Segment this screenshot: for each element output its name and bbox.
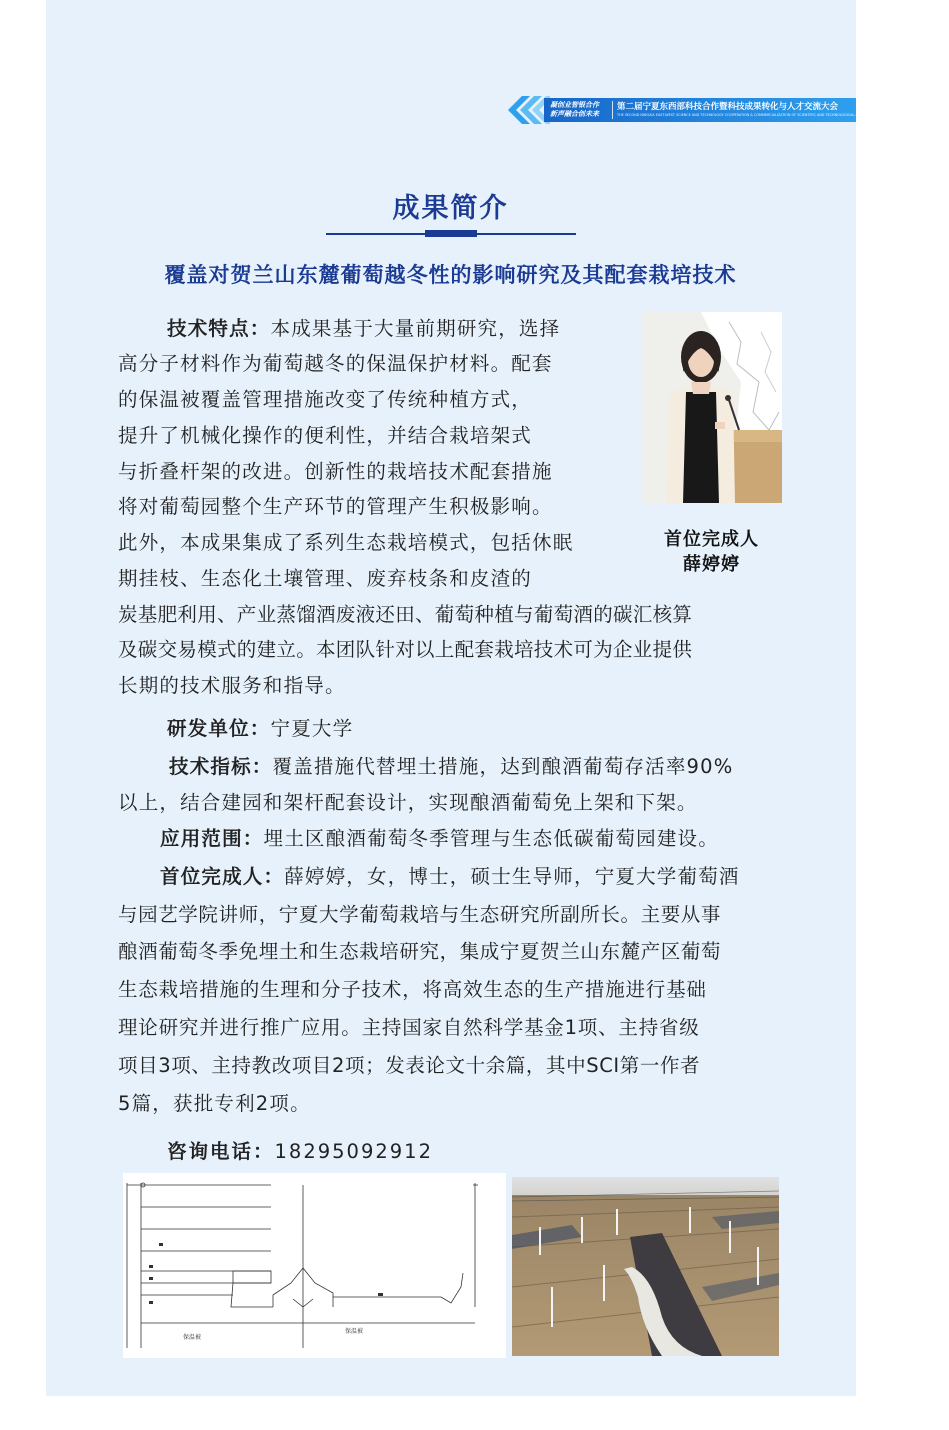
chevron-left-icon	[500, 96, 550, 124]
tech-indicators-text: 覆盖措施代替埋土措施，达到酿酒葡萄存活率90%	[272, 755, 734, 778]
rd-unit-label: 研发单位：	[167, 717, 271, 740]
tech-features-line: 与折叠杆架的改进。创新性的栽培技术配套措施	[118, 460, 553, 483]
banner-slogan: 凝创业智银合作 新声融合创未来	[550, 100, 599, 118]
rd-unit-value: 宁夏大学	[270, 717, 354, 740]
tech-indicators-label: 技术指标：	[169, 755, 273, 778]
tech-features-line: 的保温被覆盖管理措施改变了传统种植方式，	[118, 388, 533, 411]
banner-title: 第二届宁夏东西部科技合作暨科技成果转化与人才交流大会	[617, 102, 839, 112]
application-value: 埋土区酿酒葡萄冬季管理与生态低碳葡萄园建设。	[263, 827, 719, 850]
tech-features-line: 将对葡萄园整个生产环节的管理产生积极影响。	[118, 495, 553, 518]
tech-indicators-line: 以上，结合建园和架杆配套设计，实现酿酒葡萄免上架和下架。	[118, 791, 698, 814]
first-author-text: 薛婷婷，女，博士，硕士生导师，宁夏大学葡萄酒	[284, 865, 740, 888]
vineyard-photo	[512, 1177, 779, 1356]
title-underline-accent	[425, 230, 477, 237]
section-title: 成果简介	[392, 193, 509, 224]
contact-line	[167, 1136, 433, 1164]
tech-features-text: 本成果基于大量前期研究，选择	[270, 317, 561, 340]
first-author-line: 生态栽培措施的生理和分子技术，将高效生态的生产措施进行基础	[118, 978, 707, 1001]
tech-features-line: 炭基肥利用、产业蒸馏酒废液还田、葡萄种植与葡萄酒的碳汇核算	[118, 603, 693, 626]
drawing-right-label: 保温被	[345, 1328, 364, 1335]
conference-banner	[500, 96, 949, 124]
tech-indicators-line	[169, 751, 733, 779]
contact-phone: 18295092912	[274, 1140, 433, 1163]
achievement-title: 覆盖对贺兰山东麓葡萄越冬性的影响研究及其配套栽培技术	[164, 263, 737, 287]
application-line	[160, 823, 719, 851]
contact-label: 咨询电话：	[167, 1140, 275, 1163]
drawing-left-label: 保温被	[183, 1334, 202, 1341]
tech-features-line: 此外，本成果集成了系列生态栽培模式，包括休眠	[118, 531, 574, 554]
photo-caption-role: 首位完成人	[664, 529, 759, 550]
tech-features-line	[167, 313, 560, 341]
tech-features-line: 高分子材料作为葡萄越冬的保温保护材料。配套	[118, 352, 553, 375]
first-author-line	[160, 861, 740, 889]
tech-features-label: 技术特点：	[167, 317, 271, 340]
rd-unit-line	[167, 713, 353, 741]
first-author-line: 项目3项、主持教改项目2项；发表论文十余篇，其中SCI第一作者	[118, 1054, 701, 1077]
banner-bar	[544, 98, 949, 122]
banner-divider	[612, 101, 613, 119]
application-label: 应用范围：	[160, 827, 264, 850]
author-photo	[641, 312, 782, 503]
first-author-line: 与园艺学院讲师，宁夏大学葡萄栽培与生态研究所副所长。主要从事	[118, 903, 722, 926]
technical-drawing	[123, 1173, 506, 1358]
tech-features-line: 提升了机械化操作的便利性，并结合栽培架式	[118, 424, 533, 447]
first-author-label: 首位完成人：	[160, 865, 285, 888]
tech-features-line: 期挂枝、生态化土壤管理、废弃枝条和皮渣的	[118, 567, 533, 590]
banner-subtitle: THE SECOND NINGXIA EAST-WEST SCIENCE AND TECHNOLOGY COOPERATION & COMMERCIALIZATION OF SCIENTIFIC AND TECHNOLOGICAL ACHIEVEMENTS AND TALENT EXCHANGE CONFERENCE	[617, 113, 949, 117]
photo-caption-name: 薛婷婷	[683, 554, 740, 575]
first-author-line: 酿酒葡萄冬季免埋土和生态栽培研究，集成宁夏贺兰山东麓产区葡萄	[118, 940, 722, 963]
tech-features-line: 及碳交易模式的建立。本团队针对以上配套栽培技术可为企业提供	[118, 638, 693, 661]
first-author-line: 理论研究并进行推广应用。主持国家自然科学基金1项、主持省级	[118, 1016, 700, 1039]
tech-features-line: 长期的技术服务和指导。	[118, 674, 346, 697]
first-author-line: 5篇，获批专利2项。	[118, 1092, 311, 1115]
